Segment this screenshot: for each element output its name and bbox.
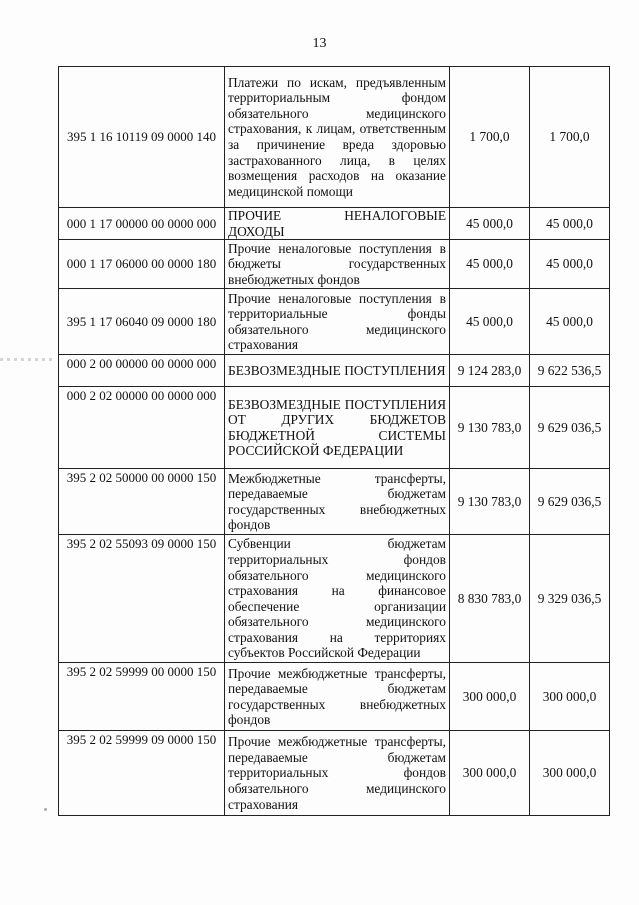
revenue-name: БЕЗВОЗМЕЗДНЫЕ ПОСТУПЛЕНИЯ ОТ ДРУГИХ БЮДЖЕТОВ БЮДЖЕТНОЙ СИСТЕМЫ РОССИЙСКОЙ ФЕДЕРАЦИИ: [225, 387, 450, 469]
amount-year-1: 45 000,0: [450, 240, 530, 289]
table-row: [59, 240, 610, 289]
budget-code: 395 2 02 59999 00 0000 150: [59, 663, 225, 731]
revenue-name: Платежи по искам, предъявленным территориальным фондом обязательного медицинского страхования, к лицам, ответственным за причинение вреда здоровью застрахованного лица, в целях возмещения расходов на оказание медицинской помощи: [225, 67, 450, 208]
page-number: 13: [312, 36, 327, 51]
budget-code: 395 2 02 55093 09 0000 150: [59, 535, 225, 663]
amount-year-1: 9 124 283,0: [450, 355, 530, 387]
amount-year-1: 9 130 783,0: [450, 469, 530, 535]
budget-code: 395 2 02 50000 00 0000 150: [59, 469, 225, 535]
amount-year-2: 45 000,0: [530, 289, 610, 355]
revenue-name: Прочие неналоговые поступления в бюджеты государственных внебюджетных фондов: [225, 240, 450, 289]
budget-revenue-table: [58, 66, 610, 816]
revenue-name: Прочие межбюджетные трансферты, передаваемые бюджетам территориальных фондов обязательного медицинского страхования: [225, 731, 450, 816]
table-row: [59, 208, 610, 240]
budget-code: 000 1 17 06000 00 0000 180: [59, 240, 225, 289]
amount-year-2: 45 000,0: [530, 208, 610, 240]
revenue-name: Прочие неналоговые поступления в территориальные фонды обязательного медицинского страхования: [225, 289, 450, 355]
table-row: [59, 387, 610, 469]
amount-year-1: 45 000,0: [450, 208, 530, 240]
revenue-name: БЕЗВОЗМЕЗДНЫЕ ПОСТУПЛЕНИЯ: [225, 355, 450, 387]
amount-year-2: 1 700,0: [530, 67, 610, 208]
budget-code: 395 1 17 06040 09 0000 180: [59, 289, 225, 355]
revenue-name: Межбюджетные трансферты, передаваемые бюджетам государственных внебюджетных фондов: [225, 469, 450, 535]
scan-artifact: [0, 358, 56, 361]
table-row: [59, 355, 610, 387]
revenue-name: Прочие межбюджетные трансферты, передаваемые бюджетам государственных внебюджетных фондов: [225, 663, 450, 731]
table-row: [59, 67, 610, 208]
budget-code: 395 1 16 10119 09 0000 140: [59, 67, 225, 208]
budget-code: 000 2 00 00000 00 0000 000: [59, 355, 225, 387]
amount-year-1: 300 000,0: [450, 731, 530, 816]
amount-year-2: 9 622 536,5: [530, 355, 610, 387]
table-row: [59, 289, 610, 355]
revenue-name: ПРОЧИЕ НЕНАЛОГОВЫЕ ДОХОДЫ: [225, 208, 450, 240]
budget-code: 000 1 17 00000 00 0000 000: [59, 208, 225, 240]
revenue-name: Субвенции бюджетам территориальных фондов обязательного медицинского страхования на финансовое обеспечение организации обязательного медицинского страхования на территориях субъектов Российской Федерации: [225, 535, 450, 663]
amount-year-1: 45 000,0: [450, 289, 530, 355]
amount-year-2: 9 329 036,5: [530, 535, 610, 663]
amount-year-2: 9 629 036,5: [530, 387, 610, 469]
scan-speck: [44, 808, 47, 811]
budget-code: 000 2 02 00000 00 0000 000: [59, 387, 225, 469]
table-row: [59, 663, 610, 731]
budget-code: 395 2 02 59999 09 0000 150: [59, 731, 225, 816]
amount-year-2: 300 000,0: [530, 663, 610, 731]
table-row: [59, 731, 610, 816]
amount-year-2: 45 000,0: [530, 240, 610, 289]
amount-year-1: 8 830 783,0: [450, 535, 530, 663]
amount-year-1: 1 700,0: [450, 67, 530, 208]
amount-year-2: 9 629 036,5: [530, 469, 610, 535]
amount-year-1: 300 000,0: [450, 663, 530, 731]
table-row: [59, 535, 610, 663]
table-row: [59, 469, 610, 535]
amount-year-2: 300 000,0: [530, 731, 610, 816]
amount-year-1: 9 130 783,0: [450, 387, 530, 469]
